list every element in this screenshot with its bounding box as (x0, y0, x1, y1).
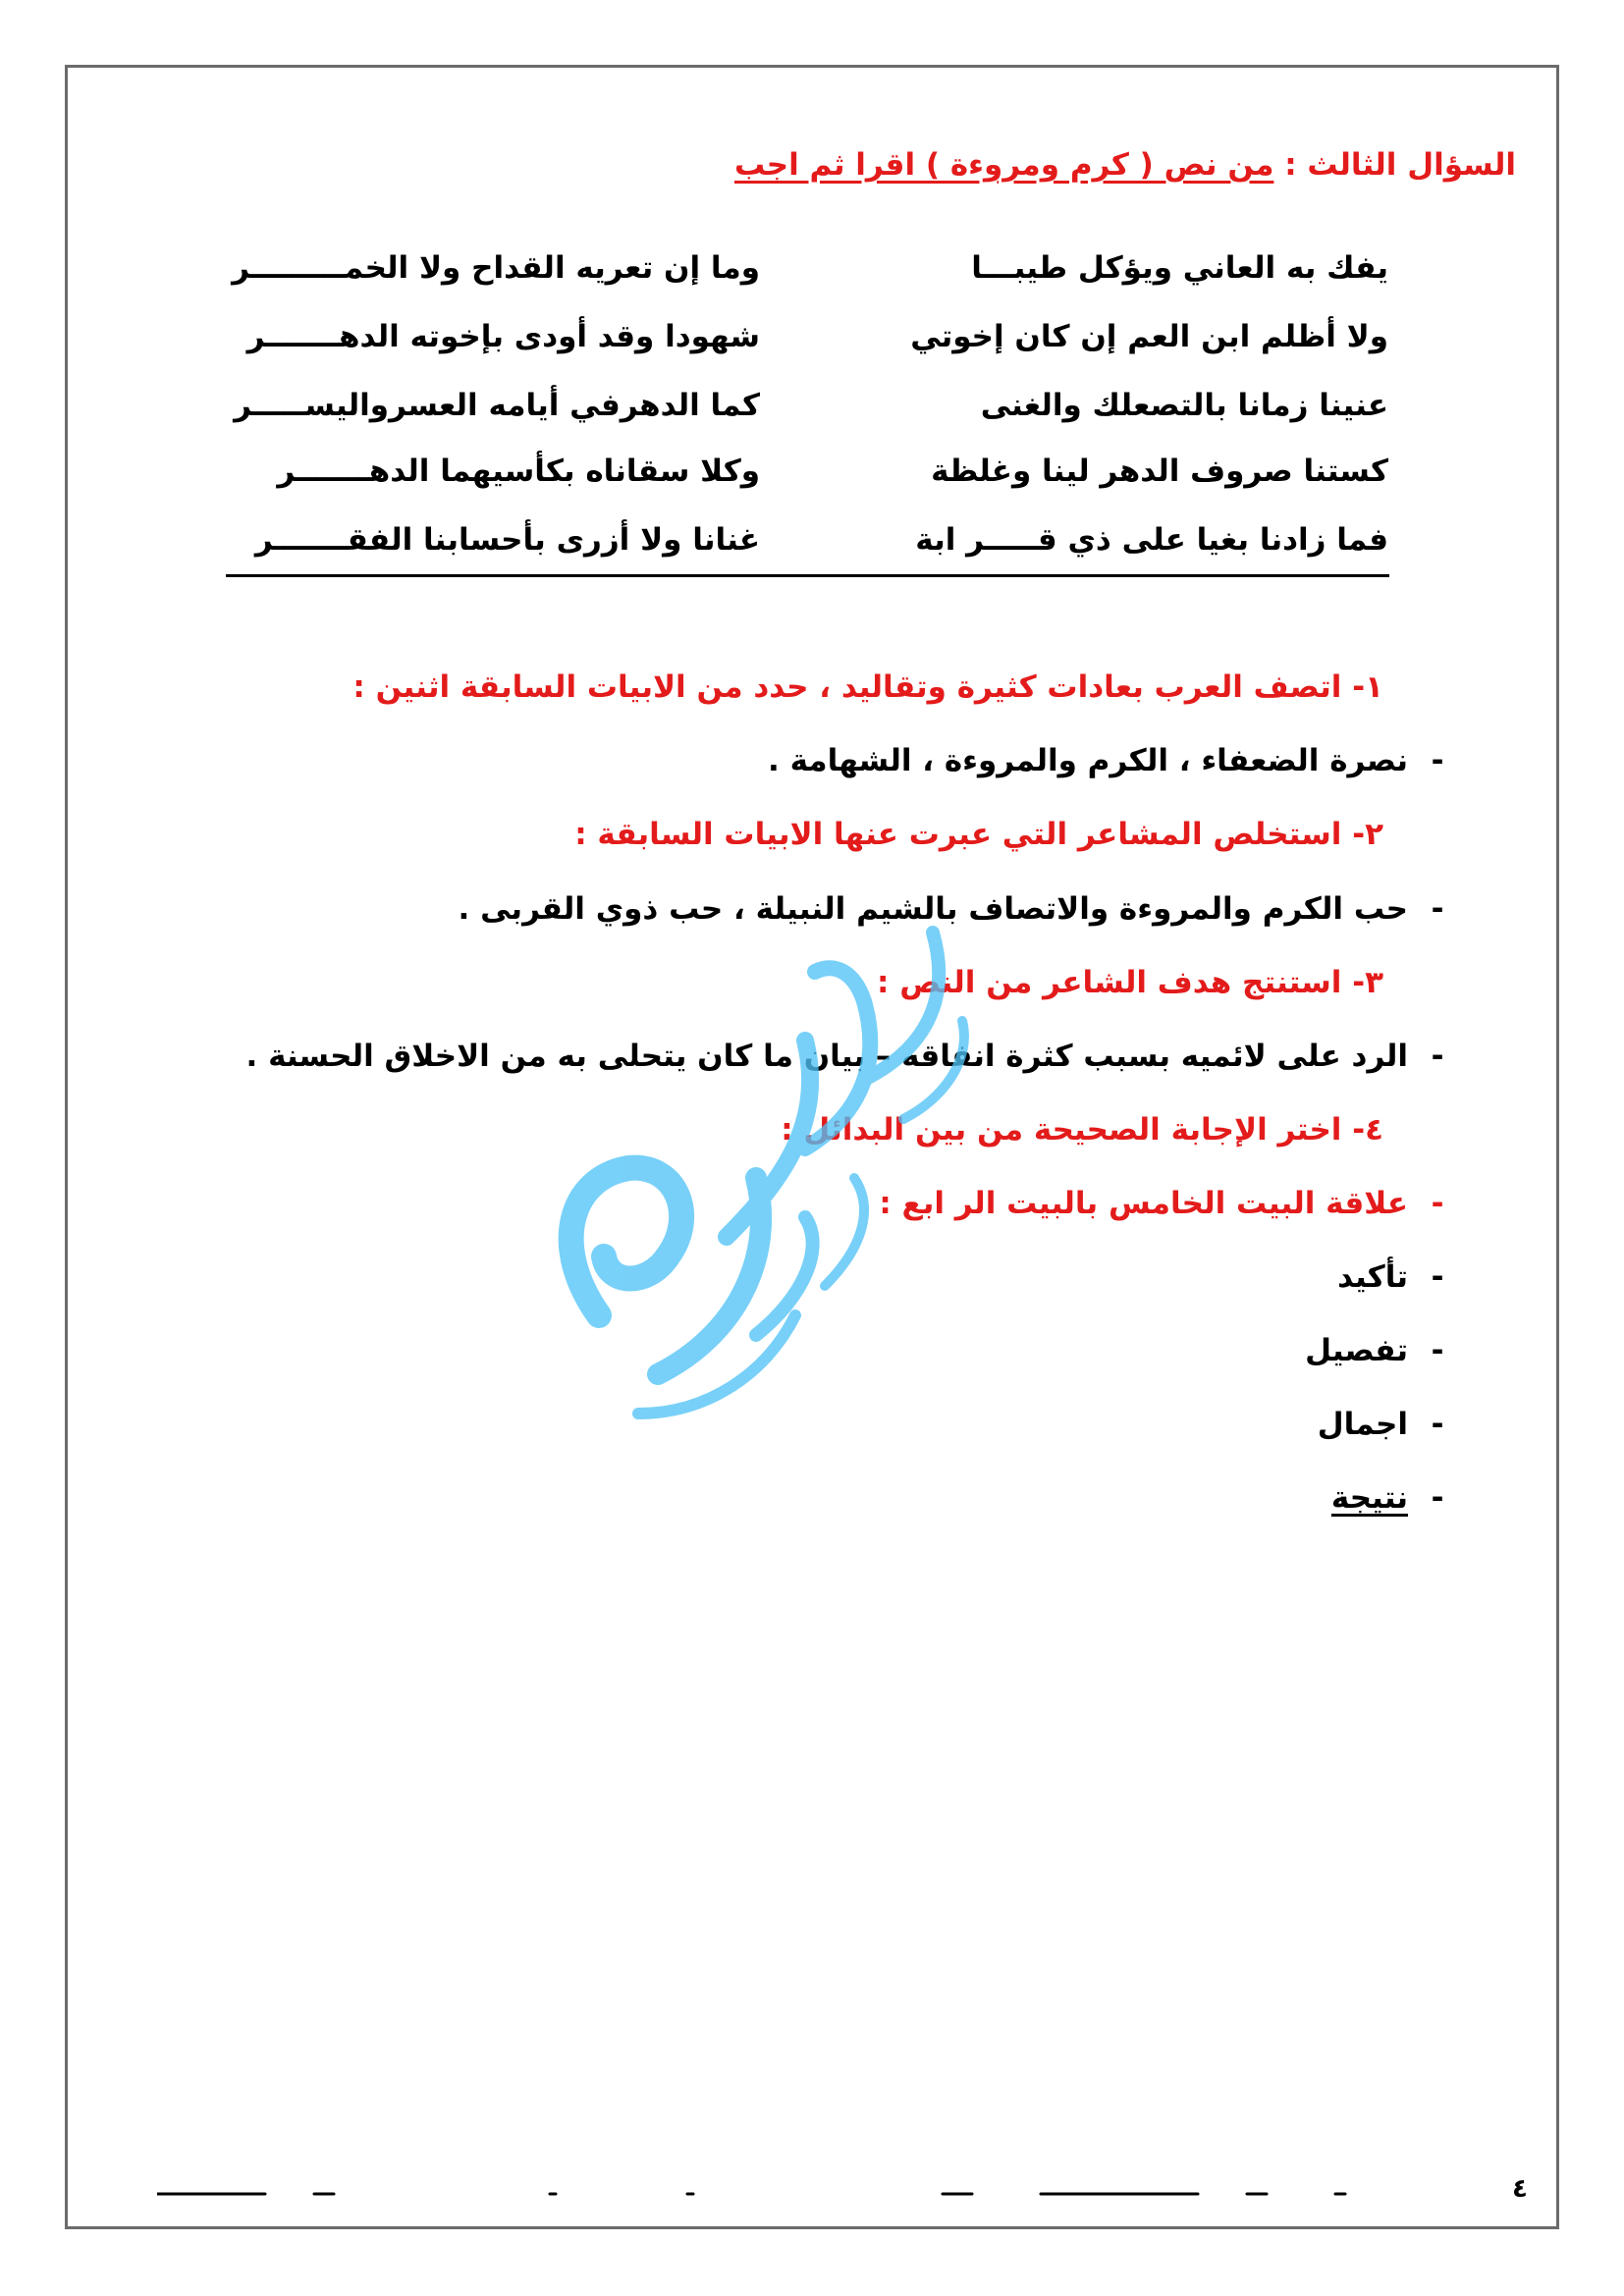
question-2: ٢- استخلص المشاعر التي عبرت عنها الابيات السابقة : (574, 817, 1383, 852)
question-4: ٤- اختر الإجابة الصحيحة من بين البدائل : (781, 1112, 1383, 1148)
verse-2-second-hemistich: شهودا وقد أودى بإخوته الدهـــــــر (246, 319, 760, 354)
answer-3 (246, 1039, 1467, 1074)
option-3-text: اجمال (1317, 1407, 1408, 1442)
answer-1 (768, 743, 1467, 778)
verse-2-first-hemistich: ولا أظلم ابن العم إن كان إخوتي (910, 319, 1388, 354)
verse-5-second-hemistich: غنانا ولا أزرى بأحسابنا الفقـــــــر (254, 522, 760, 558)
verse-4-second-hemistich: وكلا سقاناه بكأسيهما الدهـــــــر (277, 454, 760, 489)
question-4-sub-text: علاقة البيت الخامس بالبيت الر ابع : (879, 1186, 1408, 1221)
option-1-text: تأكيد (1337, 1259, 1408, 1295)
answer-2-text: حب الكرم والمروءة والاتصاف بالشيم النبيلة ، حب ذوي القربى . (458, 891, 1408, 927)
bullet-dash: - (1431, 891, 1444, 927)
question-4-sub (879, 1186, 1467, 1221)
question-1: ١- اتصف العرب بعادات كثيرة وتقاليد ، حدد من الابيات السابقة اثنين : (352, 669, 1383, 705)
page-number: ٤ (1512, 2174, 1528, 2204)
bullet-dash: - (1431, 1039, 1444, 1074)
answer-1-text: نصرة الضعفاء ، الكرم والمروءة ، الشهامة . (768, 743, 1408, 778)
option-2 (1305, 1333, 1467, 1368)
bullet-dash: - (1431, 1407, 1444, 1442)
bullet-dash: - (1431, 1186, 1444, 1221)
verse-4-first-hemistich: كستنا صروف الدهر لينا وغلظة (931, 454, 1388, 489)
option-4-text: نتيجة (1330, 1480, 1408, 1516)
question-title (734, 147, 1516, 183)
title-text-underlined: من نص ( كرم ومروءة ) اقرا ثم اجب (733, 147, 1274, 183)
verse-3-first-hemistich: عنينا زمانا بالتصعلك والغنى (980, 388, 1388, 423)
answer-3-text: الرد على لائميه بسبب كثرة انفاقه – بيان ما كان يتحلى به من الاخلاق الحسنة . (245, 1039, 1408, 1074)
bullet-dash: - (1431, 743, 1444, 778)
bullet-dash: - (1431, 1480, 1444, 1516)
option-1 (1337, 1259, 1467, 1295)
bullet-dash: - (1431, 1259, 1444, 1295)
option-2-text: تفصيل (1305, 1333, 1408, 1368)
verse-5-first-hemistich: فما زادنا بغيا على ذي قـــــر ابة (915, 522, 1388, 558)
option-4-correct (1331, 1480, 1467, 1516)
title-prefix: السؤال الثالث : (1284, 147, 1516, 183)
poem-underline (226, 574, 1389, 577)
verse-1-second-hemistich: وما إن تعريه القداح ولا الخمـــــــــر (232, 250, 760, 286)
verse-3-second-hemistich: كما الدهرفي أيامه العسروالیســـــر (234, 388, 760, 423)
bullet-dash: - (1431, 1333, 1444, 1368)
question-3: ٣- استنتج هدف الشاعر من النص : (877, 965, 1383, 1000)
answer-2 (459, 891, 1468, 927)
option-3 (1318, 1407, 1467, 1442)
footer-cut-text (157, 2191, 1414, 2201)
verse-1-first-hemistich: يفك به العاني ويؤكل طيبـــا (971, 250, 1388, 286)
